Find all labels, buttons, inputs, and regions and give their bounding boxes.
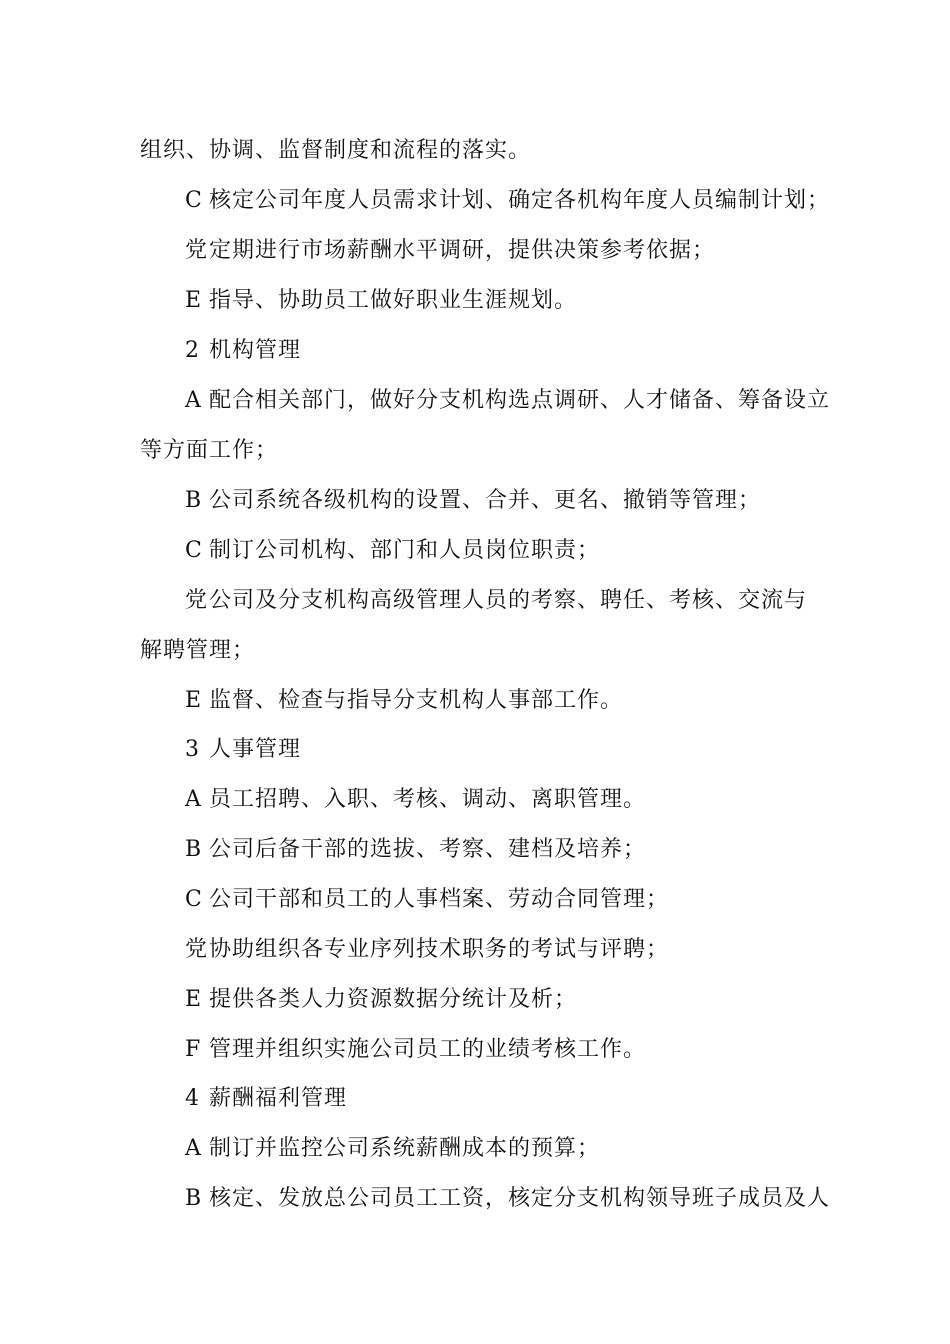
list-marker: C: [185, 188, 203, 213]
list-marker: E: [185, 288, 203, 313]
list-marker: C: [185, 887, 203, 912]
section-title: 人事管理: [209, 737, 302, 762]
list-item: [185, 936, 669, 964]
list-item-text: 核定、发放总公司员工工资，核定分支机构领导班子成员及人: [209, 1186, 831, 1211]
list-item: [185, 587, 807, 615]
list-marker: 党: [185, 937, 209, 962]
list-marker: F: [185, 1037, 202, 1062]
list-item: [185, 187, 830, 215]
list-item-text: 提供各类人力资源数据分统计及析；: [209, 987, 578, 1012]
section-number: 2: [185, 338, 200, 363]
list-item-text: 制订并监控公司系统薪酬成本的预算；: [209, 1136, 601, 1161]
list-marker: A: [185, 1136, 202, 1161]
list-item: [185, 886, 669, 914]
list-marker: A: [185, 787, 202, 812]
list-marker: B: [185, 1186, 203, 1211]
list-marker: B: [185, 488, 203, 513]
list-item: [185, 687, 623, 715]
section-heading: [185, 1085, 347, 1113]
text-line: 组织、协调、监督制度和流程的落实。: [140, 138, 532, 163]
text-line-continuation: 解聘管理；: [140, 638, 256, 663]
section-title: 薪酬福利管理: [209, 1086, 348, 1111]
section-number: 4: [185, 1086, 200, 1111]
list-item-text: 管理并组织实施公司员工的业绩考核工作。: [209, 1037, 647, 1062]
list-item: [185, 836, 646, 864]
list-item-text: 员工招聘、入职、考核、调动、离职管理。: [209, 787, 647, 812]
list-item: [185, 986, 577, 1014]
list-item: [185, 1036, 646, 1064]
list-item: [185, 1135, 600, 1163]
list-item: [185, 287, 577, 315]
list-item-text: 指导、协助员工做好职业生涯规划。: [209, 288, 578, 313]
list-marker: 党: [185, 238, 209, 263]
list-item-text: 监督、检查与指导分支机构人事部工作。: [209, 688, 624, 713]
list-item: [185, 786, 646, 814]
list-item: [185, 537, 600, 565]
list-item-text: 公司系统各级机构的设置、合并、更名、撤销等管理；: [209, 488, 762, 513]
section-number: 3: [185, 737, 200, 762]
list-item-text: 制订公司机构、部门和人员岗位职责；: [209, 538, 601, 563]
list-item-text: 定期进行市场薪酬水平调研，提供决策参考依据；: [209, 238, 716, 263]
list-item-text: 核定公司年度人员需求计划、确定各机构年度人员编制计划；: [209, 188, 831, 213]
list-item: [185, 237, 715, 265]
list-item-text: 协助组织各专业序列技术职务的考试与评聘；: [209, 937, 670, 962]
list-item-text: 公司及分支机构高级管理人员的考察、聘任、考核、交流与: [209, 588, 808, 613]
list-marker: 党: [185, 588, 209, 613]
list-marker: C: [185, 538, 203, 563]
section-heading: [185, 337, 301, 365]
list-marker: E: [185, 987, 203, 1012]
list-item: [185, 1185, 830, 1213]
text-line-continuation: 等方面工作；: [140, 438, 279, 463]
list-item-text: 公司后备干部的选拔、考察、建档及培养；: [209, 837, 647, 862]
section-title: 机构管理: [209, 338, 302, 363]
list-marker: E: [185, 688, 203, 713]
list-marker: B: [185, 837, 203, 862]
list-item: [185, 387, 830, 415]
list-item-text: 公司干部和员工的人事档案、劳动合同管理；: [209, 887, 670, 912]
list-item: [185, 487, 761, 515]
list-marker: A: [185, 388, 202, 413]
list-item-text: 配合相关部门，做好分支机构选点调研、人才储备、筹备设立: [209, 388, 831, 413]
section-heading: [185, 736, 301, 764]
